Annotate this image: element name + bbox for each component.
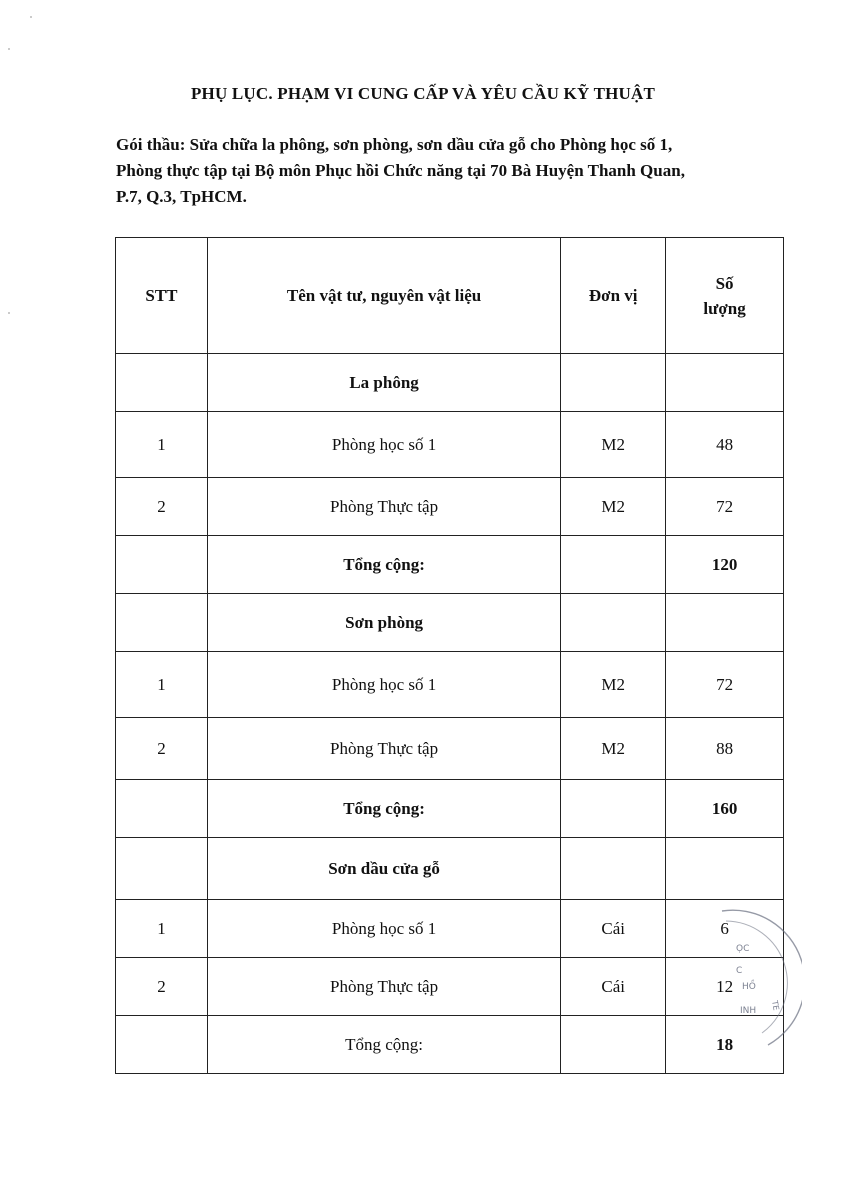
scan-speck [8,312,10,314]
section-stt-cell [116,594,208,652]
row-stt: 2 [116,718,208,780]
section-unit-cell [561,594,666,652]
section-qty-cell [666,838,784,900]
table-row [116,900,784,958]
section-title-row [116,354,784,412]
row-name: Phòng học số 1 [207,412,560,478]
header-stt: STT [116,238,208,354]
seal-text-3: HỒ [742,982,756,992]
row-qty: 72 [666,478,784,536]
row-unit: M2 [561,478,666,536]
total-label: Tổng cộng: [207,1016,560,1074]
section-title-room-paint: Sơn phòng [207,594,560,652]
section-title-wood-door-oil-paint: Sơn dầu cửa gỗ [207,838,560,900]
table-row [116,478,784,536]
seal-text-5: TE [770,999,781,1012]
section-stt-cell [116,838,208,900]
package-description-line-2: Phòng thực tập tại Bộ môn Phục hồi Chức năng tại 70 Bà Huyện Thanh Quan, [116,161,685,180]
section-qty-cell [666,354,784,412]
scan-speck [8,48,10,50]
header-material-name: Tên vật tư, nguyên vật liệu [207,238,560,354]
total-value: 18 [666,1016,784,1074]
total-unit-cell [561,780,666,838]
row-unit: Cái [561,958,666,1016]
row-stt: 2 [116,958,208,1016]
header-unit: Đơn vị [561,238,666,354]
table-row [116,718,784,780]
seal-text-1: ỌC [736,944,750,954]
row-qty: 88 [666,718,784,780]
row-stt: 1 [116,412,208,478]
row-qty: 6 [666,900,784,958]
total-unit-cell [561,536,666,594]
section-unit-cell [561,354,666,412]
row-qty: 48 [666,412,784,478]
row-qty: 12 [666,958,784,1016]
row-name: Phòng Thực tập [207,958,560,1016]
scan-speck [30,16,32,18]
total-stt-cell [116,536,208,594]
table-row [116,958,784,1016]
total-value: 160 [666,780,784,838]
header-quantity [666,238,784,354]
section-title-row [116,838,784,900]
header-quantity-line-2: lượng [703,298,746,318]
row-unit: Cái [561,900,666,958]
header-quantity-line-1: Số [715,273,734,293]
section-unit-cell [561,838,666,900]
total-row [116,536,784,594]
row-unit: M2 [561,718,666,780]
total-value: 120 [666,536,784,594]
table-row [116,652,784,718]
section-title-ceiling: La phông [207,354,560,412]
total-unit-cell [561,1016,666,1074]
table-row [116,412,784,478]
row-stt: 1 [116,652,208,718]
section-title-row [116,594,784,652]
total-stt-cell [116,780,208,838]
seal-text-4: INH [740,1006,757,1016]
page-title: PHỤ LỤC. PHẠM VI CUNG CẤP VÀ YÊU CẦU KỸ THUẬT [190,84,656,103]
section-qty-cell [666,594,784,652]
section-stt-cell [116,354,208,412]
package-description-line-3: P.7, Q.3, TpHCM. [116,187,247,206]
total-stt-cell [116,1016,208,1074]
row-stt: 1 [116,900,208,958]
row-qty: 72 [666,652,784,718]
total-label: Tổng cộng: [207,780,560,838]
seal-text-2: C [736,966,743,976]
row-name: Phòng học số 1 [207,652,560,718]
row-name: Phòng Thực tập [207,478,560,536]
row-stt: 2 [116,478,208,536]
row-name: Phòng học số 1 [207,900,560,958]
total-row [116,1016,784,1074]
package-description-line-1: Gói thầu: Sửa chữa la phông, sơn phòng, sơn dầu cửa gỗ cho Phòng học số 1, [116,135,673,154]
row-name: Phòng Thực tập [207,718,560,780]
table-header-row [116,238,784,354]
total-row [116,780,784,838]
row-unit: M2 [561,652,666,718]
row-unit: M2 [561,412,666,478]
total-label: Tổng cộng: [207,536,560,594]
materials-table [115,237,784,1074]
